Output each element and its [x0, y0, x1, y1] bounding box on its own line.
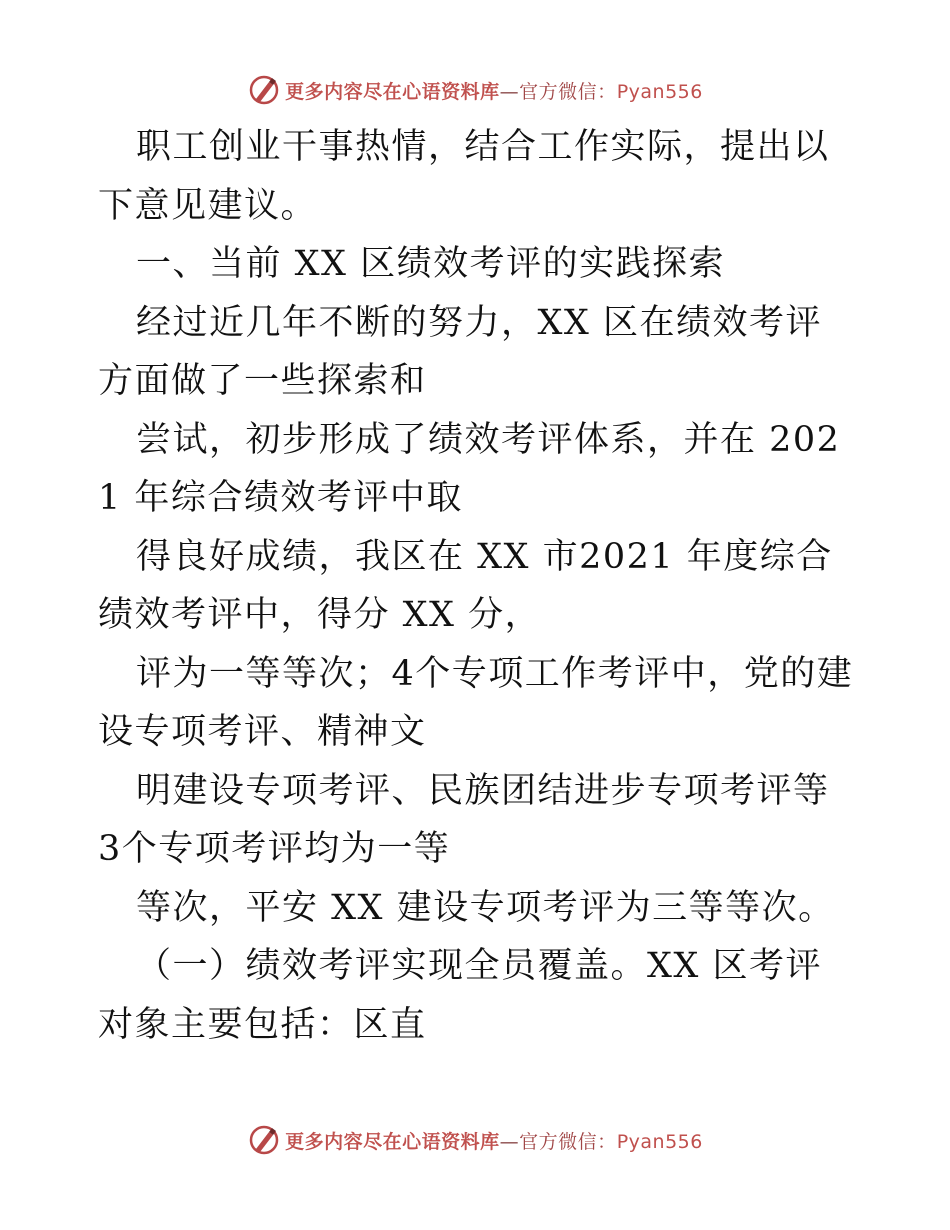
watermark-wechat-label: 官方微信： [519, 1130, 617, 1153]
paragraph: 明建设专项考评、民族团结进步专项考评等 3个专项考评均为一等 [98, 770, 830, 869]
watermark-wechat-id: Pyan556 [616, 80, 703, 103]
paragraph: 评为一等等次；4个专项工作考评中，党的建设专项考评、精神文 [98, 653, 854, 752]
watermark-brand: 更多内容尽在心语资料库 [285, 80, 500, 103]
paragraph: 经过近几年不断的努力，XX 区在绩效考评方面做了一些探索和 [98, 302, 822, 401]
paragraph: 职工创业干事热情，结合工作实际，提出以下意见建议。 [98, 127, 830, 226]
pen-in-circle-icon [247, 1123, 281, 1157]
subsection-paragraph: （一）绩效考评实现全员覆盖。XX 区考评对象主要包括：区直 [98, 946, 822, 1045]
paragraph: 等次，平安 XX 建设专项考评为三等等次。 [136, 887, 835, 928]
watermark-text [285, 77, 703, 104]
watermark-separator: — [499, 80, 520, 103]
paragraph: 尝试，初步形成了绩效考评体系，并在 2021 年综合绩效考评中取 [98, 419, 841, 518]
watermark-text [285, 1127, 703, 1154]
section-heading: 一、当前 XX 区绩效考评的实践探索 [136, 244, 726, 284]
document-body [98, 118, 858, 1054]
pen-in-circle-icon [247, 73, 281, 107]
watermark-wechat-id: Pyan556 [616, 1130, 703, 1153]
paragraph: 得良好成绩，我区在 XX 市2021 年度综合绩效考评中，得分 XX 分， [98, 536, 833, 635]
watermark-brand: 更多内容尽在心语资料库 [285, 1130, 500, 1153]
top-watermark-banner [0, 70, 950, 110]
watermark-separator: — [499, 1130, 520, 1153]
bottom-watermark-banner [0, 1120, 950, 1160]
watermark-wechat-label: 官方微信： [519, 80, 617, 103]
